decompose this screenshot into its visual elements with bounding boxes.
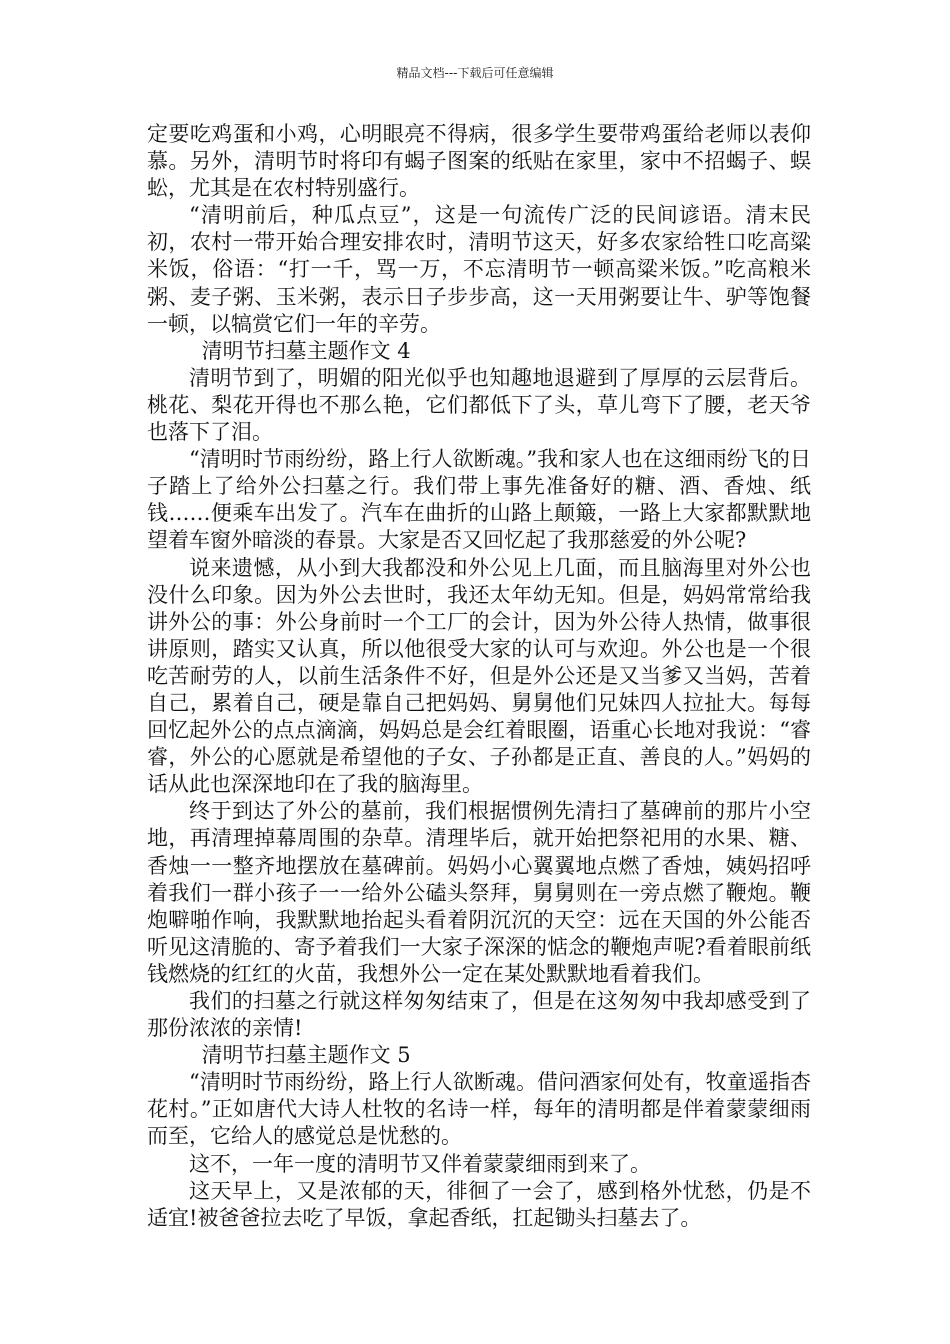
paragraph: “清明时节雨纷纷，路上行人欲断魂。借问酒家何处有，牧童遥指杏花村。”正如唐代大诗人杜牧的名诗一样，每年的清明都是伴着蒙蒙细雨而至，它给人的感觉总是忧愁的。 — [147, 1070, 811, 1149]
paragraph: 这天早上，又是浓郁的天，徘徊了一会了，感到格外忧愁，仍是不适宜!被爸爸拉去吃了早饭，拿起香纸，扛起锄头扫墓去了。 — [147, 1178, 811, 1230]
paragraph: 我们的扫墓之行就这样匆匆结束了，但是在这匆匆中我却感受到了那份浓浓的亲情! — [147, 989, 811, 1041]
page-header: 精品文档---下载后可任意编辑 — [396, 66, 554, 80]
document-body — [147, 121, 811, 1232]
paragraph: 终于到达了外公的墓前，我们根据惯例先清扫了墓碑前的那片小空地，再清理掉幕周围的杂草。清理毕后，就开始把祭祀用的水果、糖、香烛一一整齐地摆放在墓碑前。妈妈小心翼翼地点燃了香烛，姨妈招呼着我们一群小孩子一一给外公磕头祭拜，舅舅则在一旁点燃了鞭炮。鞭炮噼啪作响，我默默地抬起头看着阴沉沉的天空：远在天国的外公能否听见这清脆的、寄予着我们一大家子深深的惦念的鞭炮声呢?看着眼前纸钱燃烧的红红的火苗，我想外公一定在某处默默地看着我们。 — [147, 799, 811, 986]
section-heading: 清明节扫墓主题作文 5 — [201, 1043, 411, 1068]
section-heading: 清明节扫墓主题作文 4 — [201, 338, 411, 363]
paragraph: 定要吃鸡蛋和小鸡，心明眼亮不得病，很多学生要带鸡蛋给老师以表仰慕。另外，清明节时将印有蝎子图案的纸贴在家里，家中不招蝎子、蜈蚣，尤其是在农村特别盛行。 — [147, 122, 811, 201]
paragraph: 说来遗憾，从小到大我都没和外公见上几面，而且脑海里对外公也没什么印象。因为外公去世时，我还太年幼无知。但是，妈妈常常给我讲外公的事：外公身前时一个工厂的会计，因为外公待人热情，做事很讲原则，踏实又认真，所以他很受大家的认可与欢迎。外公也是一个很吃苦耐劳的人，以前生活条件不好，但是外公还是又当爹又当妈，苦着自己，累着自己，硬是靠自己把妈妈、舅舅他们兄妹四人拉扯大。每每回忆起外公的点点滴滴，妈妈总是会红着眼圈，语重心长地对我说：“睿睿，外公的心愿就是希望他的子女、子孙都是正直、善良的人。”妈妈的话从此也深深地印在了我的脑海里。 — [147, 555, 811, 797]
paragraph: “清明前后，种瓜点豆”，这是一句流传广泛的民间谚语。清末民初，农村一带开始合理安排农时，清明节这天，好多农家给牲口吃高粱米饭，俗语：“打一千，骂一万，不忘清明节一顿高粱米饭。”吃高粮米粥、麦子粥、玉米粥，表示日子步步高，这一天用粥要让牛、驴等饱餐一顿，以犒赏它们一年的辛劳。 — [147, 203, 811, 336]
paragraph: “清明时节雨纷纷，路上行人欲断魂。”我和家人也在这细雨纷飞的日子踏上了给外公扫墓之行。我们带上事先准备好的糖、酒、香烛、纸钱……便乘车出发了。汽车在曲折的山路上颠簸，一路上大家都默默地望着车窗外暗淡的春景。大家是否又回忆起了我那慈爱的外公呢? — [147, 447, 811, 553]
paragraph: 这不，一年一度的清明节又伴着蒙蒙细雨到来了。 — [189, 1151, 651, 1176]
paragraph: 清明节到了，明媚的阳光似乎也知趣地退避到了厚厚的云层背后。桃花、梨花开得也不那么艳，它们都低下了头，草儿弯下了腰，老天爷也落下了泪。 — [147, 365, 811, 445]
